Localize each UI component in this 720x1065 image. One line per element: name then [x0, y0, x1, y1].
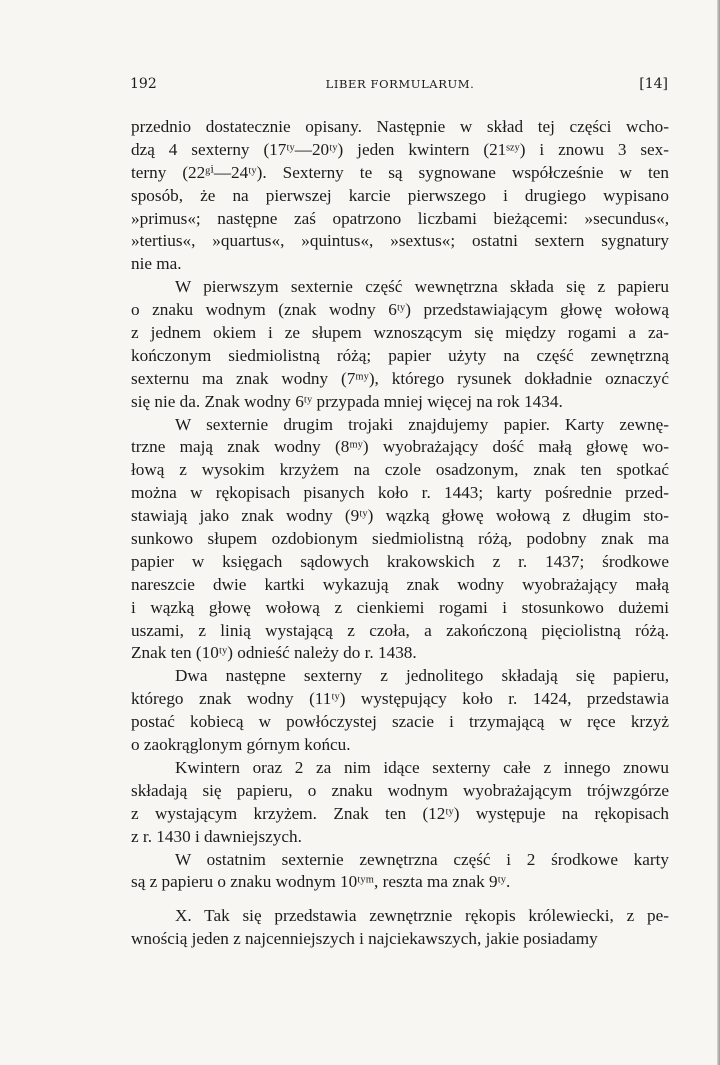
page-header	[130, 76, 670, 102]
text-line: uszami, z linią wystającą z czoła, a zakończoną pięciolistną różą.	[131, 620, 669, 640]
text-line: sexternu ma znak wodny (7ᵐʸ), którego rysunek dokładnie oznaczyć	[131, 368, 669, 388]
text-line: nie ma.	[131, 254, 182, 274]
text-line: składają się papieru, o znaku wodnym wyobrażającym trójwzgórze	[131, 780, 669, 800]
paragraph	[131, 757, 669, 849]
page-body	[131, 116, 669, 951]
text-line: wnością jeden z najcenniejszych i najciekawszych, jakie posiadamy	[131, 929, 598, 949]
text-line: W ostatnim sexternie zewnętrzna część i 2 środkowe karty	[175, 849, 669, 869]
page-number: 192	[130, 76, 157, 92]
text-line: nareszcie dwie kartki wykazują znak wodny wyobrażający małą	[131, 574, 669, 594]
text-line: którego znak wodny (11ᵗʸ) występujący koło r. 1424, przedstawia	[131, 689, 669, 709]
text-line: postać kobiecą w powłóczystej szacie i trzymającą w ręce krzyż	[131, 712, 669, 732]
section-gap	[131, 894, 669, 905]
paragraph	[131, 276, 669, 413]
paragraph	[131, 905, 669, 951]
text-line: »primus«; następne zaś opatrzono liczbami bieżącemi: »secundus«,	[131, 208, 669, 228]
text-line: Dwa następne sexterny z jednolitego składają się papieru,	[175, 666, 669, 686]
running-title: LIBER FORMULARUM.	[325, 77, 475, 91]
text-line: Kwintern oraz 2 za nim idące sexterny całe z innego znowu	[175, 757, 669, 777]
paragraph	[131, 414, 669, 666]
text-line: trzne mają znak wodny (8ᵐʸ) wyobrażający dość małą głowę wo-	[131, 437, 669, 457]
text-line: »tertius«, »quartus«, »quintus«, »sextus«; ostatni sextern sygnatury	[131, 231, 669, 251]
text-line: Znak ten (10ᵗʸ) odnieść należy do r. 1438.	[131, 643, 417, 663]
text-line: przednio dostatecznie opisany. Następnie w skład tej części wcho-	[131, 117, 669, 136]
text-line: W pierwszym sexternie część wewnętrzna składa się z papieru	[175, 277, 669, 297]
text-line: dzą 4 sexterny (17ᵗʸ—20ᵗʸ) jeden kwintern (21ˢᶻʸ) i znowu 3 sex-	[131, 139, 669, 159]
paragraph	[131, 116, 669, 276]
text-line: kończonym siedmiolistną różą; papier użyty na część zewnętrzną	[131, 345, 669, 365]
text-line: z r. 1430 i dawniejszych.	[131, 826, 302, 846]
text-line: papier w księgach sądowych krakowskich z r. 1437; środkowe	[131, 551, 669, 571]
text-line: terny (22ᵍⁱ—24ᵗʸ). Sexterny te są sygnowane współcześnie w ten	[131, 162, 669, 182]
text-line: łową z wysokim krzyżem na czole osadzonym, znak ten spotkać	[131, 460, 669, 480]
text-line: się nie da. Znak wodny 6ᵗʸ przypada mniej więcej na rok 1434.	[131, 391, 563, 411]
text-line: stawiają jako znak wodny (9ᵗʸ) wązką głowę wołową z długim sto-	[131, 506, 669, 526]
text-line: o zaokrąglonym górnym końcu.	[131, 735, 351, 755]
text-line: z jednem okiem i ze słupem wznoszącym się między rogami a za-	[131, 323, 669, 343]
text-line: sunkowo słupem ozdobionym siedmiolistną różą, podobny znak ma	[131, 529, 669, 549]
paragraph	[131, 665, 669, 757]
text-line: sposób, że na pierwszej karcie pierwszego i drugiego wypisano	[131, 185, 669, 205]
paragraph	[131, 849, 669, 895]
text-line: można w rękopisach pisanych koło r. 1443; karty pośrednie przed-	[131, 483, 669, 503]
text-line: są z papieru o znaku wodnym 10ᵗʸᵐ, reszta ma znak 9ᵗʸ.	[131, 872, 511, 892]
text-line: W sexternie drugim trojaki znajdujemy papier. Karty zewnę-	[175, 414, 669, 434]
text-line: z wystającym krzyżem. Znak ten (12ᵗʸ) występuje na rękopisach	[131, 803, 669, 823]
text-line: i wązką głowę wołową z cienkiemi rogami i stosunkowo dużemi	[131, 597, 669, 617]
text-line: X. Tak się przedstawia zewnętrznie rękopis królewiecki, z pe-	[175, 906, 669, 926]
text-line: o znaku wodnym (znak wodny 6ᵗʸ) przedstawiającym głowę wołową	[131, 300, 669, 320]
signature-mark: [14]	[639, 76, 668, 92]
